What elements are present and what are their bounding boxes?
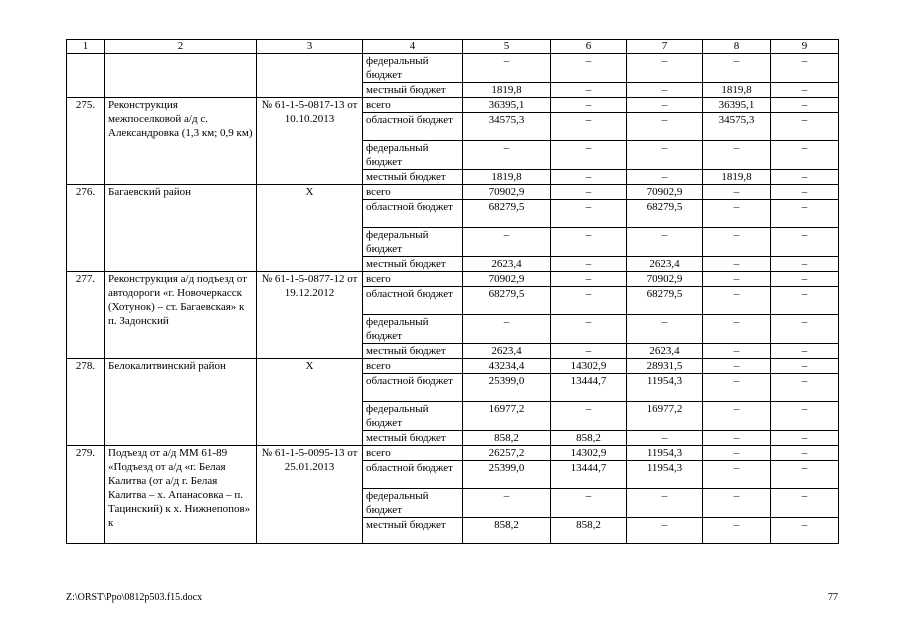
value-cell: – [551,228,627,257]
value-cell: 70902,9 [463,185,551,200]
value-cell: – [703,228,771,257]
budget-type-label: областной бюджет [363,200,463,228]
value-cell: – [703,315,771,344]
value-cell: – [627,83,703,98]
value-cell: – [703,344,771,359]
column-header: 6 [551,40,627,54]
value-cell: – [771,228,839,257]
value-cell: – [627,228,703,257]
item-number: 276. [67,185,105,272]
column-header: 5 [463,40,551,54]
empty-cell [257,54,363,98]
budget-type-label: федеральный бюджет [363,489,463,518]
document-number: Х [257,185,363,272]
budget-type-label: местный бюджет [363,518,463,544]
value-cell: – [771,185,839,200]
header-row [67,40,839,54]
document-number: № 61-1-5-0095-13 от 25.01.2013 [257,446,363,544]
value-cell: – [627,489,703,518]
value-cell: 858,2 [463,431,551,446]
value-cell: – [627,98,703,113]
value-cell: – [703,141,771,170]
column-header: 7 [627,40,703,54]
value-cell: – [771,359,839,374]
value-cell: – [703,359,771,374]
value-cell: – [771,98,839,113]
value-cell: 1819,8 [703,83,771,98]
budget-type-label: федеральный бюджет [363,315,463,344]
value-cell: – [771,272,839,287]
value-cell: – [771,446,839,461]
value-cell: 2623,4 [463,344,551,359]
value-cell: – [771,518,839,544]
budget-type-label: федеральный бюджет [363,402,463,431]
budget-type-label: областной бюджет [363,287,463,315]
item-name: Белокалитвинский район [105,359,257,446]
value-cell: – [703,374,771,402]
column-header: 3 [257,40,363,54]
column-header: 9 [771,40,839,54]
column-header: 2 [105,40,257,54]
budget-type-label: местный бюджет [363,257,463,272]
value-cell: 36395,1 [703,98,771,113]
value-cell: 16977,2 [627,402,703,431]
value-cell: – [771,170,839,185]
budget-type-label: местный бюджет [363,431,463,446]
value-cell: – [771,141,839,170]
value-cell: – [771,83,839,98]
footer-page-number: 77 [828,592,838,603]
value-cell: – [771,113,839,141]
value-cell: – [703,185,771,200]
value-cell: 11954,3 [627,446,703,461]
value-cell: – [771,489,839,518]
value-cell: 13444,7 [551,461,627,489]
value-cell: – [551,200,627,228]
value-cell: 858,2 [463,518,551,544]
value-cell: – [551,402,627,431]
value-cell: 16977,2 [463,402,551,431]
value-cell: 70902,9 [627,272,703,287]
table-row [67,272,839,287]
value-cell: 2623,4 [627,257,703,272]
value-cell: 43234,4 [463,359,551,374]
value-cell: – [703,446,771,461]
value-cell: – [703,272,771,287]
document-number: Х [257,359,363,446]
value-cell: – [627,54,703,83]
value-cell: – [551,54,627,83]
column-header: 8 [703,40,771,54]
budget-type-label: областной бюджет [363,461,463,489]
budget-type-label: федеральный бюджет [363,228,463,257]
value-cell: – [771,431,839,446]
table-row [67,185,839,200]
value-cell: – [703,257,771,272]
value-cell: 14302,9 [551,446,627,461]
value-cell: – [627,431,703,446]
value-cell: – [627,518,703,544]
budget-type-label: всего [363,272,463,287]
value-cell: 11954,3 [627,374,703,402]
column-header: 1 [67,40,105,54]
value-cell: 68279,5 [627,200,703,228]
empty-cell [67,54,105,98]
value-cell: – [771,402,839,431]
value-cell: 858,2 [551,518,627,544]
value-cell: – [463,489,551,518]
footer-file-path: Z:\ORST\Ppo\0812p503.f15.docx [66,592,203,603]
item-name: Багаевский район [105,185,257,272]
value-cell: 14302,9 [551,359,627,374]
budget-type-label: всего [363,359,463,374]
value-cell: – [551,83,627,98]
value-cell: – [463,54,551,83]
table-row [67,446,839,461]
budget-type-label: местный бюджет [363,344,463,359]
value-cell: – [551,141,627,170]
value-cell: – [551,185,627,200]
item-name: Реконструкция а/д подъезд от автодороги «г. Новочеркасск (Хотунок) – ст. Багаевская» к п. Задонский [105,272,257,359]
value-cell: 858,2 [551,431,627,446]
value-cell: – [627,170,703,185]
value-cell: – [771,257,839,272]
budget-type-label: всего [363,98,463,113]
value-cell: – [771,461,839,489]
value-cell: 34575,3 [463,113,551,141]
value-cell: 36395,1 [463,98,551,113]
value-cell: – [551,344,627,359]
budget-type-label: местный бюджет [363,170,463,185]
value-cell: 70902,9 [463,272,551,287]
budget-type-label: областной бюджет [363,374,463,402]
value-cell: 70902,9 [627,185,703,200]
value-cell: – [703,461,771,489]
value-cell: 26257,2 [463,446,551,461]
value-cell: 1819,8 [463,170,551,185]
value-cell: 1819,8 [463,83,551,98]
value-cell: – [551,113,627,141]
value-cell: 68279,5 [463,287,551,315]
value-cell: – [771,374,839,402]
budget-type-label: местный бюджет [363,83,463,98]
value-cell: 2623,4 [627,344,703,359]
budget-type-label: всего [363,446,463,461]
value-cell: – [703,287,771,315]
value-cell: – [703,402,771,431]
value-cell: – [703,54,771,83]
value-cell: – [703,200,771,228]
table-row [67,98,839,113]
item-number: 279. [67,446,105,544]
table-row [67,359,839,374]
value-cell: 2623,4 [463,257,551,272]
value-cell: – [627,315,703,344]
item-name: Реконструкция межпоселковой а/д с. Александровка (1,3 км; 0,9 км) [105,98,257,185]
value-cell: – [703,431,771,446]
value-cell: – [551,257,627,272]
value-cell: 13444,7 [551,374,627,402]
value-cell: – [703,489,771,518]
value-cell: 1819,8 [703,170,771,185]
budget-table [66,39,839,544]
value-cell: – [551,170,627,185]
value-cell: – [771,200,839,228]
item-number: 277. [67,272,105,359]
value-cell: – [463,141,551,170]
value-cell: – [771,287,839,315]
value-cell: 34575,3 [703,113,771,141]
value-cell: 68279,5 [463,200,551,228]
item-number: 278. [67,359,105,446]
value-cell: – [463,315,551,344]
value-cell: – [627,141,703,170]
item-name: Подъезд от а/д ММ 61-89 «Подъезд от а/д «г. Белая Калитва (от а/д г. Белая Калитва – х. Апанасовка – п. Тацинский) к х. Нижнепопов» к [105,446,257,544]
value-cell: – [771,344,839,359]
budget-type-label: федеральный бюджет [363,141,463,170]
item-number: 275. [67,98,105,185]
value-cell: – [551,98,627,113]
value-cell: 11954,3 [627,461,703,489]
value-cell: – [551,272,627,287]
value-cell: – [627,113,703,141]
column-header: 4 [363,40,463,54]
value-cell: – [551,315,627,344]
value-cell: 25399,0 [463,461,551,489]
value-cell: – [771,54,839,83]
document-number: № 61-1-5-0817-13 от 10.10.2013 [257,98,363,185]
empty-cell [105,54,257,98]
budget-type-label: федеральный бюджет [363,54,463,83]
value-cell: – [703,518,771,544]
document-number: № 61-1-5-0877-12 от 19.12.2012 [257,272,363,359]
value-cell: – [771,315,839,344]
budget-type-label: всего [363,185,463,200]
value-cell: – [463,228,551,257]
value-cell: 28931,5 [627,359,703,374]
value-cell: 25399,0 [463,374,551,402]
value-cell: 68279,5 [627,287,703,315]
budget-type-label: областной бюджет [363,113,463,141]
value-cell: – [551,287,627,315]
table-row [67,54,839,83]
value-cell: – [551,489,627,518]
